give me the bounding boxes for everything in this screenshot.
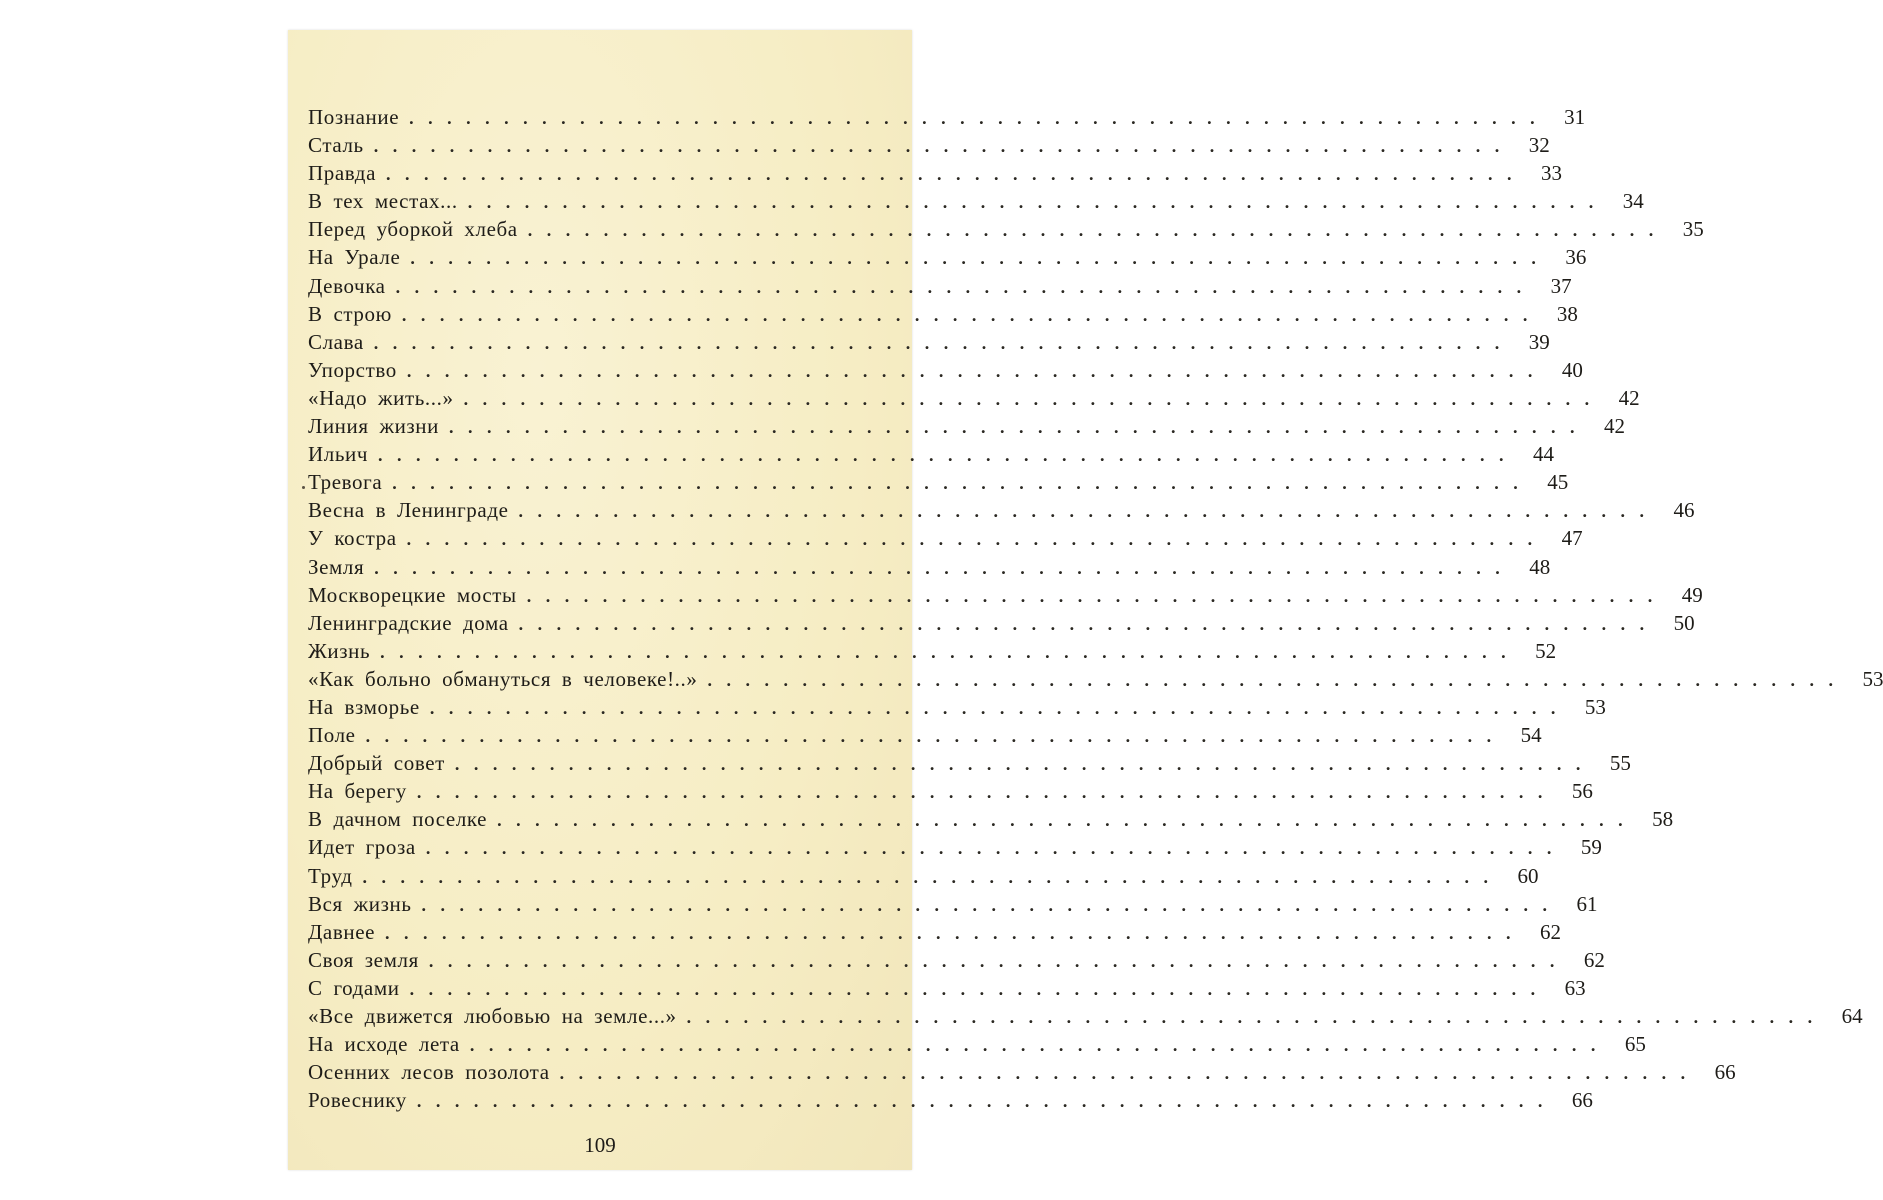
dot-leader: ............................................................ [416, 782, 1557, 803]
toc-entry [308, 553, 1551, 581]
toc-entry [308, 777, 1593, 805]
toc-entry [308, 215, 1704, 243]
toc-entry-title: Сталь [308, 133, 364, 158]
toc-entry-page: 58 [1652, 807, 1674, 832]
dot-leader: ............................................................ [395, 276, 1536, 297]
toc-entry-title: Труд [308, 863, 353, 888]
toc-entry-page: 39 [1528, 329, 1550, 354]
toc-entry-title: Правда [308, 161, 376, 186]
dot-leader: ............................................................ [373, 332, 1514, 353]
toc-entry [308, 609, 1695, 637]
toc-entry-title: Москворецкие мосты [308, 582, 517, 607]
dot-leader: ............................................................ [469, 1035, 1610, 1056]
book-page [288, 30, 1883, 1170]
toc-entry-page: 42 [1604, 414, 1625, 439]
toc-entry-page: 65 [1624, 1032, 1646, 1057]
dot-leader: ............................................................ [559, 1063, 1700, 1084]
dot-leader: ............................................................ [385, 164, 1526, 185]
toc-entry-page: 62 [1583, 947, 1605, 972]
dot-leader: ............................................................ [410, 248, 1551, 269]
dot-leader: ............................................................ [362, 866, 1503, 887]
toc-entry-page: 33 [1540, 161, 1562, 186]
toc-entry-page: 44 [1533, 442, 1555, 467]
dot-leader: ............................................................ [373, 136, 1514, 157]
dot-leader: ............................................................ [429, 697, 1570, 718]
toc-entry-title: С годами [308, 975, 400, 1000]
toc-entry-title: Тревога [308, 470, 383, 495]
dot-leader: ............................................................ [374, 557, 1515, 578]
dot-leader: ............................................................ [406, 360, 1547, 381]
toc-entry [308, 412, 1625, 440]
dot-leader: ............................................................ [686, 1007, 1827, 1027]
toc-entry-title: Земля [308, 554, 365, 579]
toc-entry-page: 64 [1841, 1004, 1863, 1028]
toc-entry-title: «Как больно обмануться в человеке!..» [308, 666, 698, 691]
toc-entry-title: Давнее [308, 919, 376, 944]
dot-leader: ............................................................ [518, 501, 1659, 522]
dot-leader: ............................................................ [409, 108, 1550, 128]
toc-entry [308, 440, 1555, 468]
dot-leader: ............................................................ [380, 641, 1521, 662]
toc-entry [308, 946, 1605, 974]
toc-entry [308, 862, 1539, 890]
toc-entry-page: 56 [1571, 779, 1593, 804]
toc-entry [308, 524, 1583, 552]
toc-entry [308, 384, 1640, 412]
toc-entry [308, 833, 1602, 861]
toc-entry [308, 272, 1572, 300]
toc-entry-page: 52 [1535, 638, 1557, 663]
toc-entry-page: 66 [1571, 1088, 1593, 1113]
toc-entry-title: Поле [308, 723, 356, 748]
toc-entry-page: 48 [1529, 554, 1551, 579]
toc-entry-page: 37 [1550, 273, 1572, 298]
toc-entry [308, 1002, 1863, 1030]
toc-entry-page: 53 [1584, 694, 1606, 719]
toc-entry [308, 328, 1550, 356]
toc-entry-title: Линия жизни [308, 414, 439, 439]
toc-entry [308, 468, 1569, 496]
toc-entry-title: На исходе лета [308, 1032, 460, 1057]
toc-entry-page: 49 [1681, 582, 1703, 607]
toc-entry-title: Добрый совет [308, 751, 445, 776]
toc-entry-title: У костра [308, 526, 397, 551]
toc-entry-title: Ильич [308, 442, 369, 467]
toc-entry [308, 749, 1631, 777]
toc-entry-title: На берегу [308, 779, 407, 804]
toc-entry-title: «Надо жить...» [308, 385, 454, 410]
toc-entry-page: 59 [1580, 835, 1602, 860]
toc-entry-title: Вся жизнь [308, 891, 412, 916]
dot-leader: ............................................................ [454, 754, 1595, 775]
toc-entry-title: В дачном поселке [308, 807, 488, 832]
toc-entry-page: 61 [1576, 891, 1598, 916]
toc-entry [308, 159, 1562, 187]
toc-entry [308, 637, 1557, 665]
toc-entry-title: Упорство [308, 357, 397, 382]
table-of-contents [308, 103, 1883, 1114]
toc-entry [308, 693, 1606, 721]
toc-entry-title: Девочка [308, 273, 386, 298]
toc-entry-page: 42 [1618, 385, 1640, 410]
toc-entry-page: 46 [1673, 498, 1695, 523]
dot-leader: ............................................................ [421, 894, 1562, 915]
toc-entry-title: На взморье [308, 694, 420, 719]
dot-leader: ............................................................ [416, 1091, 1557, 1112]
toc-entry [308, 496, 1695, 524]
toc-entry-page: 47 [1561, 526, 1583, 551]
toc-entry [308, 721, 1542, 749]
dot-leader: ............................................................ [497, 810, 1638, 831]
toc-entry [308, 103, 1586, 131]
toc-entry-page: 40 [1561, 357, 1583, 382]
toc-entry [308, 131, 1550, 159]
toc-entry-title: Перед уборкой хлеба [308, 217, 518, 242]
dot-leader: ............................................................ [428, 950, 1569, 971]
toc-entry [308, 187, 1644, 215]
toc-entry-page: 53 [1862, 666, 1883, 691]
toc-entry [308, 974, 1586, 1002]
toc-entry-title: В строю [308, 301, 392, 326]
toc-entry-page: 34 [1622, 189, 1644, 214]
dot-leader: ............................................................ [406, 529, 1547, 550]
dot-leader: ............................................................ [526, 585, 1667, 606]
toc-entry-page: 31 [1564, 105, 1586, 129]
toc-entry-title: Весна в Ленинграде [308, 498, 509, 523]
toc-entry [308, 805, 1674, 833]
toc-entry-page: 62 [1540, 919, 1562, 944]
toc-entry [308, 581, 1703, 609]
toc-entry-page: 35 [1682, 217, 1704, 242]
toc-entry-title: Своя земля [308, 947, 419, 972]
toc-entry-title: Познание [308, 105, 400, 129]
dot-leader: ............................................................ [378, 445, 1519, 466]
toc-entry-page: 50 [1673, 610, 1695, 635]
toc-entry-title: В тех местах... [308, 189, 458, 214]
dot-leader: ............................................................ [409, 978, 1550, 999]
dot-leader: ............................................................ [365, 726, 1506, 747]
toc-entry [308, 1058, 1736, 1086]
toc-entry-page: 54 [1520, 723, 1542, 748]
toc-entry-title: «Все движется любовью на земле...» [308, 1004, 677, 1028]
dot-leader: ............................................................ [463, 388, 1604, 409]
toc-entry-page: 36 [1565, 245, 1587, 270]
toc-entry [308, 300, 1578, 328]
toc-entry [308, 243, 1587, 271]
toc-entry-title: Слава [308, 329, 364, 354]
toc-entry [308, 665, 1883, 693]
toc-entry [308, 890, 1598, 918]
toc-entry-page: 45 [1547, 470, 1569, 495]
dot-leader: ............................................................ [527, 220, 1668, 241]
page-number: 109 [584, 1133, 616, 1157]
toc-entry-title: На Урале [308, 245, 401, 270]
toc-entry-title: Ровеснику [308, 1088, 407, 1113]
toc-entry-page: 38 [1556, 301, 1578, 326]
toc-entry-title: Осенних лесов позолота [308, 1060, 550, 1085]
dot-leader: ............................................................ [449, 417, 1589, 438]
toc-entry [308, 356, 1583, 384]
toc-entry-page: 32 [1528, 133, 1550, 158]
toc-entry-title: Идет гроза [308, 835, 416, 860]
toc-entry-page: 60 [1517, 863, 1539, 888]
dot-leader: ............................................................ [467, 192, 1608, 213]
toc-entry-page: 55 [1609, 751, 1631, 776]
toc-entry-page: 66 [1714, 1060, 1736, 1085]
toc-entry-page: 63 [1564, 975, 1586, 1000]
dot-leader: ............................................................ [425, 838, 1566, 859]
dot-leader: ............................................................ [401, 304, 1542, 325]
dot-leader: ............................................................ [518, 613, 1659, 634]
toc-entry-title: Ленинградские дома [308, 610, 509, 635]
dot-leader: ............................................................ [392, 473, 1533, 494]
toc-entry [308, 918, 1562, 946]
print-speck [302, 486, 305, 489]
toc-entry [308, 1086, 1593, 1114]
toc-entry [308, 1030, 1646, 1058]
toc-entry-title: Жизнь [308, 638, 371, 663]
dot-leader: ............................................................ [385, 922, 1526, 943]
dot-leader: ............................................................ [707, 669, 1848, 690]
